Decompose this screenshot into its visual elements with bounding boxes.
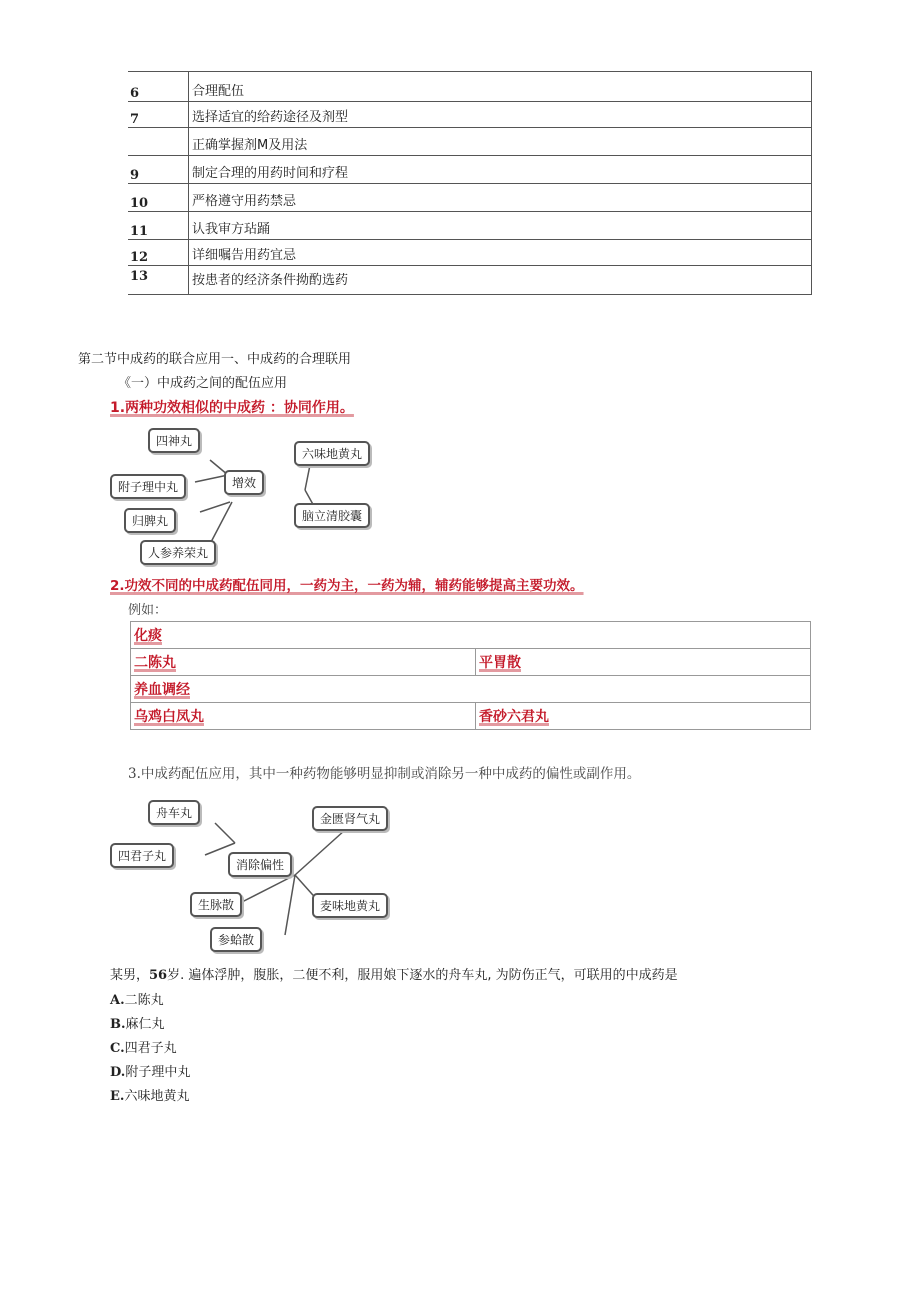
row-text: 正确掌握剂M及用法	[189, 128, 812, 156]
row-number: 9	[128, 156, 189, 184]
row-number: 6	[128, 72, 189, 102]
drug-box: 归脾丸	[124, 508, 176, 533]
example-drug: 平胃散	[476, 649, 811, 676]
question-stem-prefix: 某男，	[110, 968, 150, 983]
point2-heading: 2.功效不同的中成药配伍同用，一药为主，一药为辅，辅药能够提高主要功效。	[110, 578, 584, 594]
drug-box: 麦味地黄丸	[312, 893, 388, 918]
example-label: 例如：	[128, 603, 168, 618]
option-text: 麻仁丸	[125, 1017, 165, 1032]
section-title: 第二节中成药的联合应用一、中成药的合理联用	[78, 352, 352, 367]
question-stem-suffix: 岁. 遍体浮肿，腹胀，二便不利，服用娘下逐水的舟车丸, 为防伤正气，可联用的中成药是	[167, 968, 678, 983]
row-number: 7	[128, 102, 189, 128]
drug-box: 参蛤散	[210, 927, 262, 952]
section-subtitle: 《一）中成药之间的配伍应用	[118, 376, 288, 391]
example-category: 化痰	[131, 622, 811, 649]
option-text: 四君子丸	[124, 1041, 177, 1056]
treatment-principles-table	[128, 71, 812, 295]
drug-box: 四神丸	[148, 428, 200, 453]
drug-box: 脑立清胶囊	[294, 503, 370, 528]
row-text: 认我审方玷踊	[189, 212, 812, 240]
row-number: 13	[128, 266, 189, 295]
question-age: 56	[149, 968, 168, 983]
drug-box: 人参养荣丸	[140, 540, 216, 565]
drug-box: 金匮肾气丸	[312, 806, 388, 831]
point1-heading: 1.两种功效相似的中成药 ：协同作用。	[110, 400, 354, 416]
option-a[interactable]	[110, 989, 164, 1008]
option-letter: D.	[110, 1065, 126, 1080]
option-letter: E.	[110, 1089, 125, 1104]
row-number: 12	[128, 240, 189, 266]
option-text: 附子理中丸	[125, 1065, 191, 1080]
option-text: 六味地黄丸	[124, 1089, 190, 1104]
row-text: 按患者的经济条件拗酌选药	[189, 266, 812, 295]
drug-box: 附子理中丸	[110, 474, 186, 499]
option-letter: B.	[110, 1017, 126, 1032]
example-drug: 乌鸡白凤丸	[131, 703, 476, 730]
drug-box: 舟车丸	[148, 800, 200, 825]
row-text: 选择适宜的给药途径及剂型	[189, 102, 812, 128]
row-number	[128, 128, 189, 156]
example-table	[130, 621, 811, 730]
option-letter: A.	[110, 993, 125, 1008]
example-category: 养血调经	[131, 676, 811, 703]
effect-box: 增效	[224, 470, 264, 495]
option-e[interactable]	[110, 1085, 189, 1104]
option-text: 二陈丸	[124, 993, 164, 1008]
row-text: 合理配伍	[189, 72, 812, 102]
drug-box: 生脉散	[190, 892, 242, 917]
drug-box: 四君子丸	[110, 843, 174, 868]
drug-box: 六味地黄丸	[294, 441, 370, 466]
row-number: 10	[128, 184, 189, 212]
example-drug: 香砂六君丸	[476, 703, 811, 730]
example-drug: 二陈丸	[131, 649, 476, 676]
effect-box: 消除偏性	[228, 852, 292, 877]
option-d[interactable]	[110, 1061, 190, 1080]
option-letter: C.	[110, 1041, 125, 1056]
point3-heading: 3.中成药配伍应用，其中一种药物能够明显抑制或消除另一种中成药的偏性或副作用。	[128, 766, 641, 782]
question-stem	[110, 964, 678, 983]
option-c[interactable]	[110, 1037, 177, 1056]
row-text: 制定合理的用药时间和疗程	[189, 156, 812, 184]
row-text: 严格遵守用药禁忌	[189, 184, 812, 212]
row-text: 详细嘱告用药宜忌	[189, 240, 812, 266]
option-b[interactable]	[110, 1013, 165, 1032]
row-number: 11	[128, 212, 189, 240]
